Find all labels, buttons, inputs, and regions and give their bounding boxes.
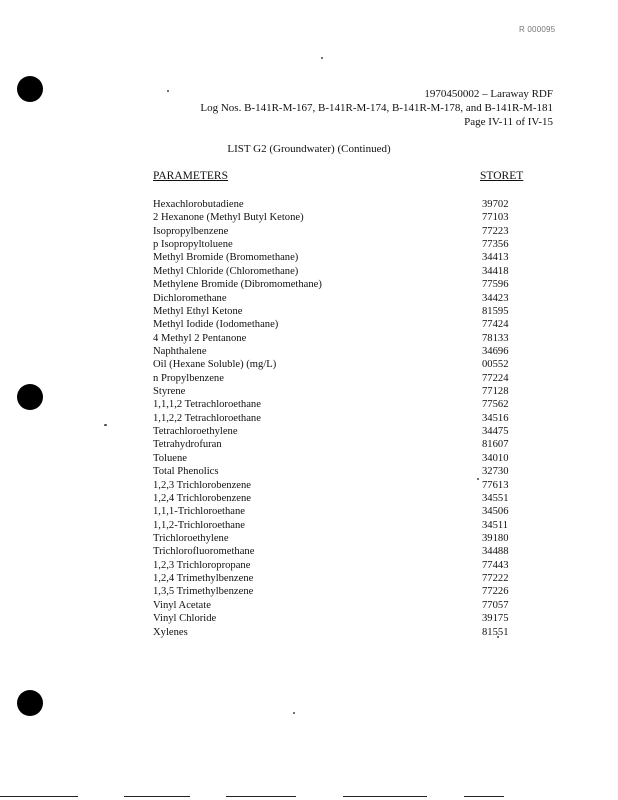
storet-code: 34418: [482, 265, 509, 277]
storet-code: 77223: [482, 225, 509, 237]
parameter-name: 1,2,3 Trichlorobenzene: [153, 479, 251, 491]
table-row: [153, 238, 533, 251]
storet-code: 32730: [482, 466, 509, 478]
table-row: [153, 599, 533, 612]
storet-code: 77224: [482, 372, 509, 384]
table-row: [153, 278, 533, 291]
table-row: [153, 265, 533, 278]
storet-code: 77613: [482, 479, 509, 491]
storet-code: 81595: [482, 305, 509, 317]
scan-edge-mark: [464, 796, 504, 797]
table-row: [153, 225, 533, 238]
parameter-name: p Isopropyltoluene: [153, 239, 233, 251]
table-row: [153, 332, 533, 345]
header-page-number: Page IV-11 of IV-15: [464, 116, 553, 128]
table-row: [153, 612, 533, 625]
table-row: [153, 318, 533, 331]
storet-code: 77222: [482, 573, 509, 585]
table-row: [153, 385, 533, 398]
storet-code: 34010: [482, 452, 509, 464]
parameter-name: n Propylbenzene: [153, 372, 224, 384]
parameter-name: Methyl Bromide (Bromomethane): [153, 252, 299, 264]
parameter-name: 1,1,1-Trichloroethane: [153, 506, 245, 518]
parameter-name: 1,1,1,2 Tetrachloroethane: [153, 399, 261, 411]
table-row: [153, 292, 533, 305]
storet-code: 77103: [482, 212, 509, 224]
bates-number: R 000095: [519, 25, 556, 34]
table-row: [153, 559, 533, 572]
parameter-name: Methyl Ethyl Ketone: [153, 305, 243, 317]
parameter-name: 1,3,5 Trimethylbenzene: [153, 586, 254, 598]
storet-code: 00552: [482, 359, 509, 371]
table-row: [153, 251, 533, 264]
storet-code: 34423: [482, 292, 509, 304]
parameter-name: Methyl Iodide (Iodomethane): [153, 319, 279, 331]
table-row: [153, 519, 533, 532]
parameter-name: 2 Hexanone (Methyl Butyl Ketone): [153, 212, 304, 224]
scan-speck: [321, 57, 323, 59]
table-row: [153, 345, 533, 358]
table-row: [153, 211, 533, 224]
scan-speck: [293, 712, 295, 714]
storet-code: 34506: [482, 506, 509, 518]
column-header-storet: STORET: [480, 170, 524, 182]
storet-code: 34475: [482, 426, 509, 438]
scan-speck: [104, 424, 107, 426]
storet-code: 77596: [482, 279, 509, 291]
punch-hole-middle: [17, 384, 43, 410]
parameter-name: Oil (Hexane Soluble) (mg/L): [153, 359, 277, 371]
parameter-name: Styrene: [153, 386, 186, 398]
parameter-name: 1,2,4 Trimethylbenzene: [153, 573, 254, 585]
parameter-name: 4 Methyl 2 Pentanone: [153, 332, 247, 344]
column-header-parameters: PARAMETERS: [153, 170, 228, 182]
parameter-name: Dichloromethane: [153, 292, 227, 304]
table-row: [153, 479, 533, 492]
parameter-name: Methyl Chloride (Chloromethane): [153, 265, 299, 277]
table-row: [153, 572, 533, 585]
header-project: 1970450002 – Laraway RDF: [424, 88, 553, 100]
storet-code: 34551: [482, 492, 509, 504]
parameter-name: Toluene: [153, 452, 187, 464]
storet-code: 34696: [482, 345, 509, 357]
parameter-name: Isopropylbenzene: [153, 225, 229, 237]
scan-edge-mark: [343, 796, 427, 797]
storet-code: 34413: [482, 252, 509, 264]
table-row: [153, 358, 533, 371]
table-row: [153, 626, 533, 639]
parameter-name: Tetrachloroethylene: [153, 426, 238, 438]
parameter-name: Total Phenolics: [153, 466, 219, 478]
parameter-name: Vinyl Chloride: [153, 613, 217, 625]
parameter-name: 1,1,2,2 Tetrachloroethane: [153, 412, 261, 424]
parameter-name: 1,2,4 Trichlorobenzene: [153, 492, 251, 504]
table-row: [153, 545, 533, 558]
storet-code: 77443: [482, 559, 509, 571]
storet-code: 77128: [482, 386, 509, 398]
storet-code: 39180: [482, 532, 509, 544]
table-row: [153, 585, 533, 598]
parameter-name: Xylenes: [153, 626, 188, 638]
scan-edge-mark: [124, 796, 190, 797]
table-row: [153, 438, 533, 451]
storet-code: 34511: [482, 519, 509, 531]
storet-code: 39702: [482, 199, 509, 210]
table-row: [153, 412, 533, 425]
storet-code: 81551: [482, 626, 509, 638]
table-row: [153, 465, 533, 478]
parameter-name: Methylene Bromide (Dibromomethane): [153, 279, 322, 291]
table-row: [153, 305, 533, 318]
parameter-list: [153, 198, 533, 639]
storet-code: 77424: [482, 319, 509, 331]
storet-code: 77562: [482, 399, 509, 411]
parameter-name: Trichlorofluoromethane: [153, 546, 255, 558]
storet-code: 78133: [482, 332, 509, 344]
parameter-name: Naphthalene: [153, 345, 207, 357]
parameter-name: Hexachlorobutadiene: [153, 199, 244, 210]
table-row: [153, 452, 533, 465]
scan-speck: [167, 90, 169, 92]
storet-code: 77057: [482, 599, 509, 611]
table-row: [153, 198, 533, 211]
table-row: [153, 398, 533, 411]
punch-hole-top: [17, 76, 43, 102]
storet-code: 77356: [482, 239, 509, 251]
table-row: [153, 372, 533, 385]
storet-code: 77226: [482, 586, 509, 598]
storet-code: 39175: [482, 613, 509, 625]
parameter-name: Trichloroethylene: [153, 532, 229, 544]
table-row: [153, 505, 533, 518]
table-row: [153, 425, 533, 438]
list-title: LIST G2 (Groundwater) (Continued): [227, 143, 391, 155]
header-log-numbers: Log Nos. B-141R-M-167, B-141R-M-174, B-141R-M-178, and B-141R-M-181: [200, 102, 553, 114]
parameter-name: 1,1,2-Trichloroethane: [153, 519, 245, 531]
table-row: [153, 492, 533, 505]
table-row: [153, 532, 533, 545]
parameter-name: 1,2,3 Trichloropropane: [153, 559, 251, 571]
storet-code: 81607: [482, 439, 509, 451]
scan-edge-mark: [0, 796, 78, 797]
storet-code: 34516: [482, 412, 509, 424]
punch-hole-bottom: [17, 690, 43, 716]
storet-code: 34488: [482, 546, 509, 558]
scan-edge-mark: [226, 796, 296, 797]
parameter-name: Vinyl Acetate: [153, 599, 211, 611]
parameter-name: Tetrahydrofuran: [153, 439, 222, 451]
